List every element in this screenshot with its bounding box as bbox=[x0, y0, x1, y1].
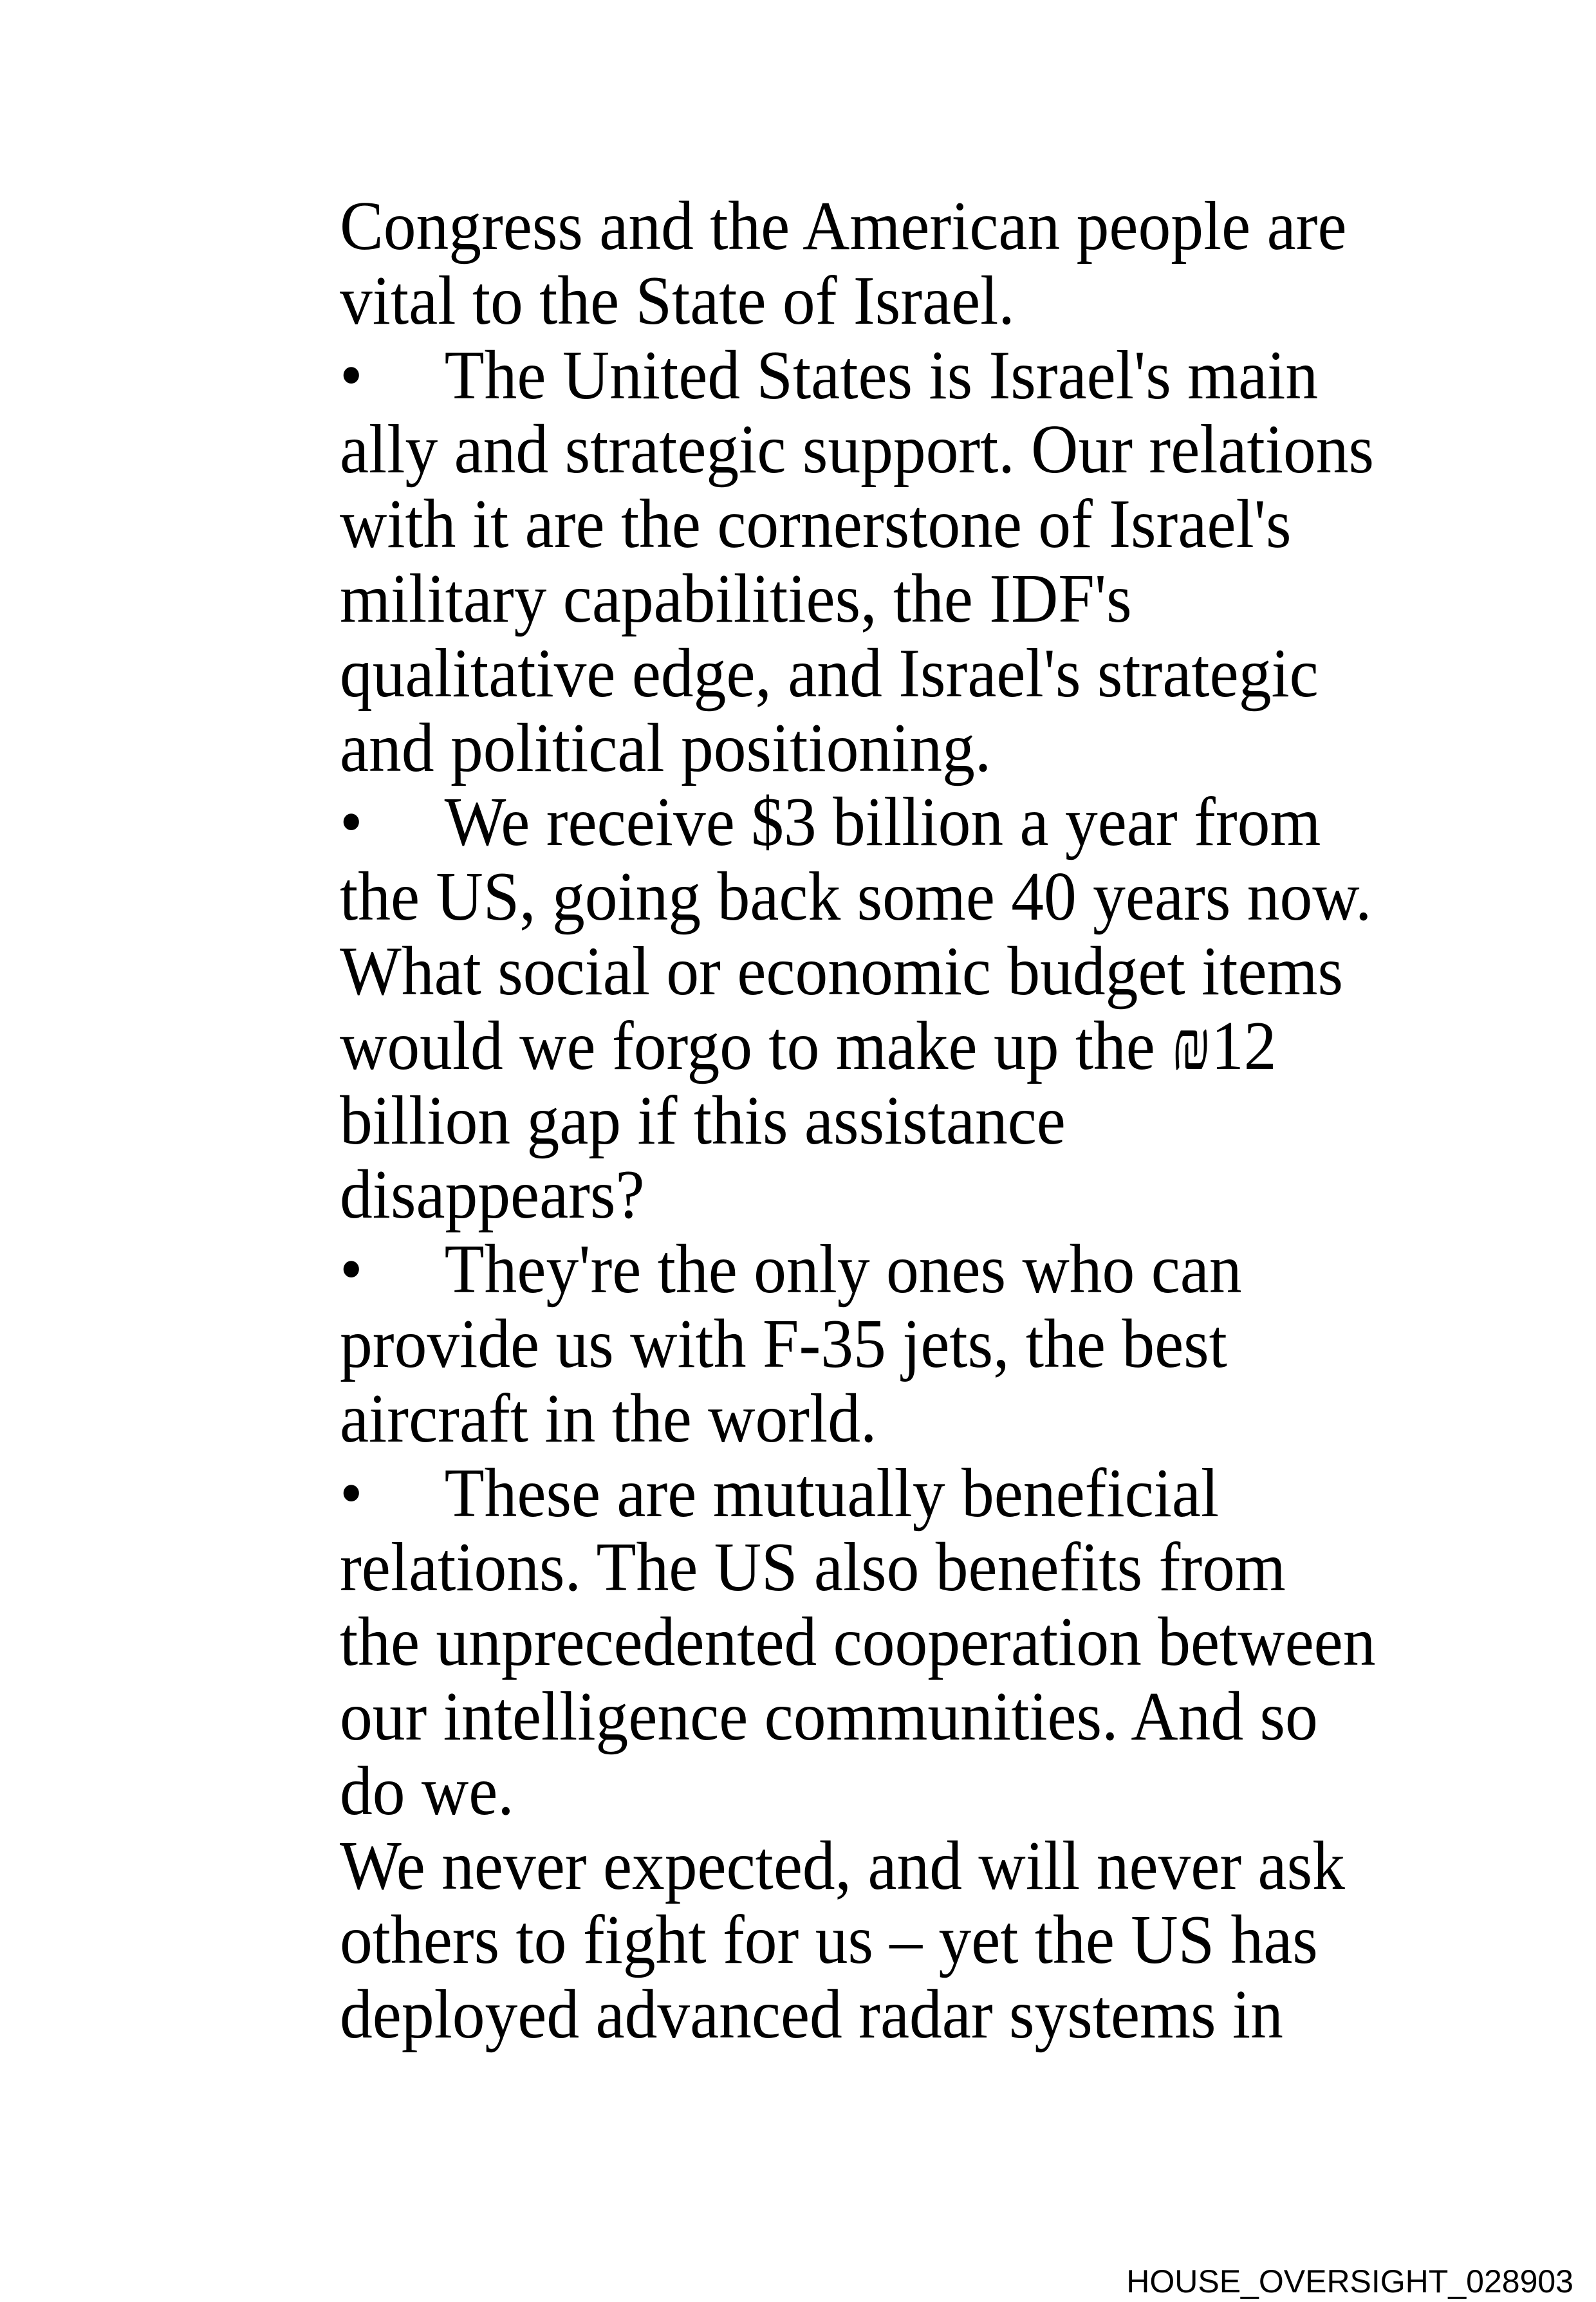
text-line bbox=[340, 1009, 1375, 1084]
text-line bbox=[340, 785, 1375, 860]
text-line-content: They're the only ones who can bbox=[444, 1231, 1242, 1308]
text-line bbox=[340, 934, 1375, 1009]
text-line bbox=[340, 1232, 1375, 1307]
text-line-content: relations. The US also benefits from bbox=[340, 1529, 1286, 1606]
text-line bbox=[340, 1456, 1375, 1531]
text-line-content: vital to the State of Israel. bbox=[340, 262, 1015, 339]
text-line bbox=[340, 562, 1375, 636]
bullet-marker: • bbox=[340, 1231, 363, 1308]
text-line bbox=[340, 1903, 1375, 1978]
text-line-content: These are mutually beneficial bbox=[444, 1454, 1220, 1532]
text-line bbox=[340, 1307, 1375, 1382]
text-line-content: disappears? bbox=[340, 1156, 645, 1234]
text-line-content: would we forgo to make up the ₪12 bbox=[340, 1007, 1277, 1084]
text-line-content: ally and strategic support. Our relations bbox=[340, 411, 1374, 488]
text-line-content: Congress and the American people are bbox=[340, 188, 1347, 265]
text-line-content: We never expected, and will never ask bbox=[340, 1827, 1345, 1904]
text-line bbox=[340, 487, 1375, 562]
bullet-marker: • bbox=[340, 784, 363, 861]
text-line bbox=[340, 339, 1375, 413]
text-line bbox=[340, 711, 1375, 786]
text-line-content: What social or economic budget items bbox=[340, 933, 1343, 1010]
text-line bbox=[340, 1382, 1375, 1456]
text-line bbox=[340, 264, 1375, 339]
bullet-marker: • bbox=[340, 1454, 363, 1532]
text-line-content: military capabilities, the IDF's bbox=[340, 560, 1132, 637]
text-line-content: We receive $3 billion a year from bbox=[444, 784, 1321, 861]
text-line-content: the unprecedented cooperation between bbox=[340, 1604, 1376, 1681]
text-line-content: The United States is Israel's main bbox=[444, 337, 1319, 414]
text-line bbox=[340, 1680, 1375, 1754]
text-line-content: and political positioning. bbox=[340, 709, 992, 786]
text-line-content: others to fight for us – yet the US has bbox=[340, 1902, 1318, 1979]
page-text bbox=[340, 189, 1442, 2052]
text-line bbox=[340, 1605, 1375, 1680]
text-line bbox=[340, 1754, 1375, 1829]
text-line-content: aircraft in the world. bbox=[340, 1380, 877, 1457]
bullet-marker: • bbox=[340, 337, 363, 414]
text-line bbox=[340, 1530, 1375, 1605]
text-line-content: qualitative edge, and Israel's strategic bbox=[340, 635, 1319, 712]
text-line bbox=[340, 1158, 1375, 1232]
text-line-content: with it are the cornerstone of Israel's bbox=[340, 486, 1292, 563]
text-line bbox=[340, 189, 1375, 264]
text-line bbox=[340, 413, 1375, 487]
text-line-content: deployed advanced radar systems in bbox=[340, 1976, 1283, 2054]
bates-number: HOUSE_OVERSIGHT_028903 bbox=[1126, 2263, 1573, 2299]
text-line bbox=[340, 860, 1375, 934]
text-line bbox=[340, 1829, 1375, 1904]
text-line-content: provide us with F-35 jets, the best bbox=[340, 1305, 1227, 1382]
text-line bbox=[340, 1978, 1375, 2052]
text-line-content: the US, going back some 40 years now. bbox=[340, 859, 1372, 936]
text-line-content: billion gap if this assistance bbox=[340, 1082, 1066, 1159]
text-line-content: our intelligence communities. And so bbox=[340, 1678, 1318, 1755]
text-line bbox=[340, 636, 1375, 711]
text-line-content: do we. bbox=[340, 1752, 514, 1830]
text-line bbox=[340, 1084, 1375, 1158]
